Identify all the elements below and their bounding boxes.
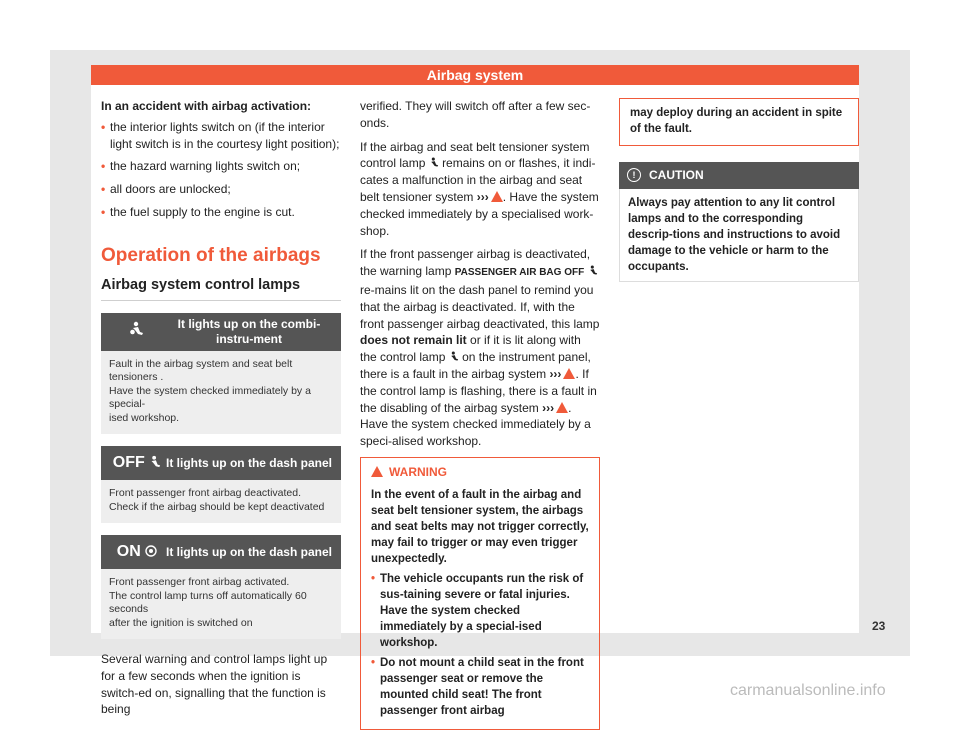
- lamp-line: after the ignition is switched on: [109, 616, 253, 629]
- chapter-header: Airbag system: [91, 65, 859, 85]
- paragraph: If the airbag and seat belt tensioner system control lamp remains on or flashes, it indi-cates a malfunction in the airbag and seat belt tensioner system ››› . Have the system checked immediately by a specialised work-shop.: [360, 139, 599, 238]
- activation-list: [101, 119, 341, 221]
- lamp-line: Fault in the airbag system and seat belt tensioners .: [109, 357, 293, 384]
- list-item: • The vehicle occupants run the risk of sus-taining severe or fatal injuries. Have the system checked immediately by a special-ised workshop.: [371, 571, 589, 651]
- paragraph: verified. They will switch off after a few sec-onds.: [360, 99, 591, 130]
- paragraph: Several warning and control lamps light up for a few seconds when the ignition is switch-ed on, signalling that the function is being: [101, 652, 328, 717]
- airbag-person-icon: [109, 321, 165, 342]
- warning-box-continued: [619, 98, 859, 146]
- warning-text: In the event of a fault in the airbag and seat belt tensioner system, the airbags and seat belts may not trigger correctly, may fail to trigger or may even trigger unexpectedly.: [371, 488, 589, 565]
- warning-triangle-icon: [556, 402, 568, 413]
- caution-body: Always pay attention to any lit control lamps and to the corresponding descrip-tions and instructions to avoid damage to the vehicle or harm to the occupants.: [619, 189, 859, 282]
- warning-text: may deploy during an accident in spite of the fault.: [630, 107, 843, 135]
- airbag-person-icon: [449, 351, 459, 362]
- paragraph: If the front passenger airbag is deactivated, the warning lamp PASSENGER AIR BAG OFF re-mains lit on the dash panel to remind you that the airbag is deactivated. If, with the front passenger airbag deactivated, this lamp does not remain lit or if it is lit along with the control lamp on the instrument panel, there is a fault in the airbag system ››› . If the control lamp is flashing, there is a fault in the disabling of the airbag system ››› . Have the system checked immediately by a speci-alised workshop.: [360, 247, 600, 449]
- passenger-airbag-off-label: PASSENGER AIR BAG OFF: [454, 267, 585, 279]
- lamp-header: [101, 313, 341, 351]
- warning-header: WARNING: [361, 458, 599, 485]
- caution-header: ! CAUTION: [619, 162, 859, 189]
- lamp-heading: It lights up on the combi-instru-ment: [177, 316, 321, 346]
- passenger-airbag-off-icon: OFF: [109, 455, 165, 472]
- column-middle: [360, 98, 600, 730]
- lamp-header: [101, 535, 341, 569]
- column-left: [101, 98, 341, 725]
- lead-text: In an accident with airbag activation:: [101, 99, 312, 113]
- caution-box: [619, 162, 859, 282]
- passenger-airbag-on-icon: ON: [109, 544, 165, 561]
- airbag-person-icon: [588, 265, 598, 276]
- lamp-line: ised workshop.: [109, 411, 180, 424]
- lamp-line: Front passenger front airbag deactivated.: [109, 487, 302, 500]
- lamp-line: Check if the airbag should be kept deactivated: [109, 500, 325, 513]
- watermark: carmanualsonline.info: [730, 682, 886, 699]
- airbag-person-icon: [429, 157, 439, 168]
- list-item: • all doors are unlocked;: [101, 181, 341, 198]
- warning-triangle-icon: [563, 368, 575, 379]
- lamp-description: [101, 569, 341, 639]
- warning-box: [360, 457, 600, 730]
- section-title: Operation of the airbags: [101, 244, 321, 266]
- list-item: • the fuel supply to the engine is cut.: [101, 204, 341, 221]
- lamp-description: [101, 480, 341, 523]
- column-right: [619, 98, 859, 282]
- lamp-header: [101, 446, 341, 480]
- cross-reference-arrow[interactable]: ›››: [542, 400, 555, 415]
- list-item: • the hazard warning lights switch on;: [101, 158, 341, 175]
- list-item: • the interior lights switch on (if the interior light switch is in the courtesy light position);: [101, 119, 341, 153]
- warning-body: [361, 485, 599, 729]
- warning-triangle-icon: [371, 466, 383, 477]
- lamp-heading: It lights up on the dash panel: [165, 455, 332, 470]
- lamp-card: [101, 313, 341, 435]
- caution-icon: !: [627, 168, 641, 182]
- lamp-line: Have the system checked immediately by a special-: [109, 384, 311, 411]
- lamp-line: Front passenger front airbag activated.: [109, 576, 290, 589]
- lamp-line: The control lamp turns off automatically 60 seconds: [109, 589, 307, 616]
- lamp-card: [101, 446, 341, 523]
- warning-triangle-icon: [491, 191, 503, 202]
- lamp-description: [101, 351, 341, 435]
- lamp-card: [101, 535, 341, 639]
- subsection-title: Airbag system control lamps: [101, 277, 341, 301]
- page-number: 23: [872, 619, 886, 633]
- cross-reference-arrow[interactable]: ›››: [549, 366, 562, 381]
- list-item: • Do not mount a child seat in the front passenger seat or remove the mounted child seat! The front passenger front airbag: [371, 655, 589, 719]
- lamp-heading: It lights up on the dash panel: [165, 544, 332, 559]
- cross-reference-arrow[interactable]: ›››: [476, 189, 489, 204]
